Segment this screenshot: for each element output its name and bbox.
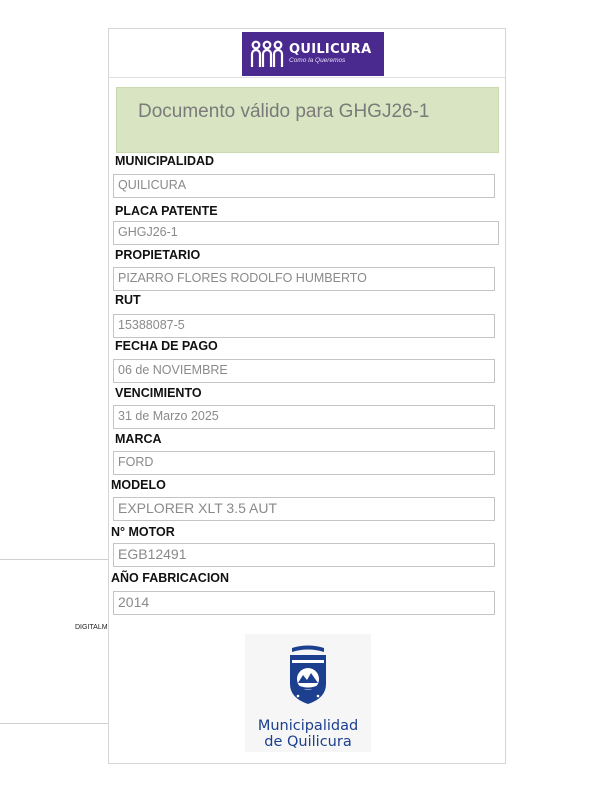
quilicura-header-logo bbox=[242, 32, 384, 76]
background-line bbox=[0, 723, 108, 724]
validity-text: Documento válido para GHGJ26-1 bbox=[138, 101, 430, 122]
label-marca: MARCA bbox=[115, 432, 162, 446]
brand-tagline: Como la Queremos bbox=[289, 57, 346, 65]
municipal-shield-icon bbox=[245, 634, 371, 714]
seal-text-line1: Municipalidad bbox=[257, 718, 359, 734]
field-marca: FORD bbox=[113, 451, 495, 475]
field-placa-patente: GHGJ26-1 bbox=[113, 221, 499, 245]
validity-banner bbox=[116, 87, 499, 153]
field-municipalidad: QUILICURA bbox=[113, 174, 495, 198]
header-divider bbox=[109, 77, 505, 78]
field-n-motor: EGB12491 bbox=[113, 543, 495, 567]
field-vencimiento: 31 de Marzo 2025 bbox=[113, 405, 495, 429]
field-rut: 15388087-5 bbox=[113, 314, 495, 338]
background-fragment-text: DIGITALM bbox=[75, 624, 108, 631]
label-rut: RUT bbox=[115, 293, 141, 307]
brand-name: QUILICURA bbox=[289, 42, 372, 58]
label-placa-patente: PLACA PATENTE bbox=[115, 204, 218, 218]
field-propietario: PIZARRO FLORES RODOLFO HUMBERTO bbox=[113, 267, 495, 291]
field-fecha-de-pago: 06 de NOVIEMBRE bbox=[113, 359, 495, 383]
people-icon bbox=[250, 39, 284, 69]
label-vencimiento: VENCIMIENTO bbox=[115, 386, 202, 400]
label-fecha-de-pago: FECHA DE PAGO bbox=[115, 339, 218, 353]
label-propietario: PROPIETARIO bbox=[115, 248, 201, 262]
field-modelo: EXPLORER XLT 3.5 AUT bbox=[113, 497, 495, 521]
certificate-card bbox=[108, 28, 506, 764]
label-n-motor: N° MOTOR bbox=[111, 525, 175, 539]
label-modelo: MODELO bbox=[111, 478, 166, 492]
seal-text-line2: de Quilicura bbox=[264, 734, 352, 750]
label-ano-fabricacion: AÑO FABRICACION bbox=[111, 571, 230, 585]
label-municipalidad: MUNICIPALIDAD bbox=[115, 154, 215, 168]
background-line bbox=[0, 559, 108, 560]
municipalidad-seal-logo bbox=[245, 634, 371, 752]
field-ano-fabricacion: 2014 bbox=[113, 591, 495, 615]
